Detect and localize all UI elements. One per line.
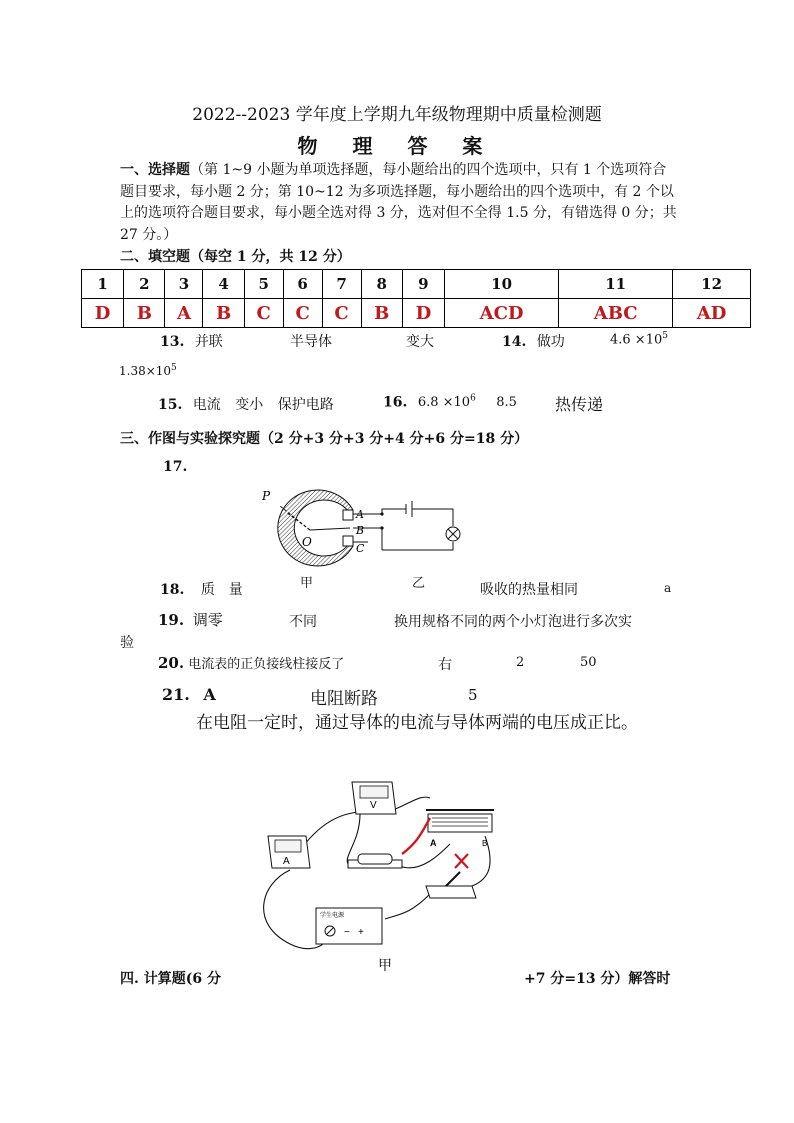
question-number-cell: 6: [283, 270, 322, 299]
svg-text:A: A: [430, 838, 437, 848]
resistor-icon: [348, 854, 402, 868]
q19-line: 19. 调零: [158, 611, 223, 629]
section1-body: （第 1~9 小题为单项选择题，每小题给出的四个选项中，只有 1 个选项符合题目要求，每小题 2 分；第 10~12 为多项选择题，每小题给出的四个选项中，有 2 个以上的选项符合题目要求，每小题全选对得 3 分，选对但不全得 1.5 分，有错选得 0 分；共 27 分。）: [120, 162, 677, 243]
q17-figure: [258, 484, 468, 589]
q19-answer-2: 不同: [289, 614, 317, 630]
answer-cell: A: [165, 299, 203, 328]
q19-answer-1: 调零: [192, 611, 223, 629]
q20-answer-2: 右: [438, 657, 452, 673]
q21-answer-2: 电阻断路: [310, 689, 378, 709]
svg-text:V: V: [370, 800, 377, 811]
answer-table: [81, 269, 751, 328]
q14-answer-1: 做功: [536, 334, 565, 350]
section1-instructions: [120, 160, 680, 246]
section4-heading: 四. 计算题(6 分: [120, 971, 221, 987]
q19-answer-3: 换用规格不同的两个小灯泡进行多次实: [394, 614, 632, 630]
question-number-cell: 1: [82, 270, 124, 299]
q21-line: 21. A: [162, 685, 216, 704]
q20-line: 20. 电流表的正负接线柱接反了: [158, 654, 345, 672]
q18-answer-1: 质 量: [200, 582, 243, 598]
svg-text:B: B: [482, 839, 488, 848]
question-number-cell: 10: [445, 270, 559, 299]
exam-title: 2022--2023 学年度上学期九年级物理期中质量检测题: [192, 105, 602, 125]
answer-cell: ACD: [445, 299, 559, 328]
bulb-icon: [446, 527, 460, 541]
question-number-cell: 2: [124, 270, 165, 299]
q13-line: [160, 331, 223, 351]
question-number-cell: 7: [322, 270, 361, 299]
fig17-caption-jia: 甲: [300, 576, 314, 591]
q16-answer-2: 8.5: [496, 395, 517, 411]
q13-number: 13.: [160, 334, 185, 350]
q21-circuit-figure: [250, 774, 510, 974]
q15-line: 15. 电流 变小 保护电路: [158, 397, 334, 413]
corrected-wire: [402, 818, 430, 854]
question-number-cell: 12: [673, 270, 751, 299]
q14-line: [502, 331, 565, 351]
label-O: O: [302, 535, 312, 549]
q16-answer-1: $6.8 \times 10^6$: [417, 394, 476, 411]
answer-cell: D: [402, 299, 444, 328]
q21-answer-3: 5: [468, 686, 478, 704]
ammeter-icon: [268, 836, 310, 868]
q20-answer-1: 电流表的正负接线柱接反了: [188, 657, 345, 672]
q16-line: 16. $6.8 \times 10^6$ 8.5: [383, 394, 517, 411]
q20-answer-3: 2: [516, 655, 525, 670]
question-number-cell: 4: [203, 270, 244, 299]
answer-subtitle: 物 理 答 案: [297, 134, 497, 158]
circuit-wires: [353, 501, 453, 550]
q13-answer-3: 变大: [406, 334, 434, 350]
q15-answer-2: 变小: [235, 397, 264, 413]
label-A: A: [356, 508, 364, 521]
svg-text:学生电源: 学生电源: [320, 912, 345, 919]
svg-text:+: +: [358, 927, 364, 938]
q16-answer-3: 热传递: [555, 395, 604, 414]
rheostat-icon: [426, 810, 494, 848]
q21-answer-1: A: [203, 685, 216, 704]
label-B: B: [356, 524, 365, 537]
answer-cell: C: [283, 299, 322, 328]
answer-cell: B: [124, 299, 165, 328]
svg-text:−: −: [344, 927, 350, 938]
question-number-cell: 11: [559, 270, 673, 299]
question-number-row: [82, 270, 751, 299]
q15-answer-1: 电流: [192, 397, 221, 413]
answer-cell: B: [203, 299, 244, 328]
q13-answer-2: 半导体: [290, 334, 332, 350]
q13-answer-1: 并联: [194, 334, 223, 350]
section1-heading: 一、选择题: [120, 162, 190, 178]
q21-conclusion: 在电阻一定时，通过导体的电流与导体两端的电压成正比。: [196, 713, 638, 733]
question-number-cell: 3: [165, 270, 203, 299]
question-number-cell: 5: [244, 270, 283, 299]
q14-answer-3: $1.38\times 10^5$: [119, 363, 177, 378]
q19-answer-3-cont: 验: [120, 635, 134, 651]
answer-cell: D: [82, 299, 124, 328]
question-number-cell: 9: [402, 270, 444, 299]
answer-cell: C: [322, 299, 361, 328]
fig21-caption: 甲: [378, 958, 392, 974]
q15-answer-3: 保护电路: [277, 397, 334, 413]
switch-icon: [426, 872, 476, 898]
section2-heading: 二、填空题（每空 1 分，共 12 分）: [120, 249, 351, 265]
answer-cell: AD: [673, 299, 751, 328]
q17-number: 17.: [163, 459, 188, 475]
answer-cell: C: [244, 299, 283, 328]
q18-line: 18. 质 量: [160, 582, 243, 598]
q14-answer-2: $4.6 \times 10^5$: [610, 331, 668, 348]
q20-answer-4: 50: [580, 655, 597, 670]
section4-tail: +7 分=13 分）解答时: [524, 971, 671, 987]
fig17-caption-yi: 乙: [412, 576, 426, 591]
answer-cell: ABC: [559, 299, 673, 328]
section3-heading: 三、作图与实验探究题（2 分+3 分+3 分+4 分+6 分=18 分）: [120, 431, 529, 447]
answer-row: [82, 299, 751, 328]
q18-answer-3: a: [664, 581, 672, 595]
error-cross-icon: [455, 854, 468, 868]
label-C: C: [356, 542, 365, 555]
answer-cell: B: [361, 299, 402, 328]
svg-text:A: A: [283, 856, 290, 867]
label-P: P: [262, 489, 271, 503]
q14-number: 14.: [502, 334, 527, 350]
voltmeter-icon: [352, 782, 396, 814]
q18-answer-2: 吸收的热量相同: [480, 582, 578, 598]
question-number-cell: 8: [361, 270, 402, 299]
power-supply-icon: [316, 908, 382, 944]
